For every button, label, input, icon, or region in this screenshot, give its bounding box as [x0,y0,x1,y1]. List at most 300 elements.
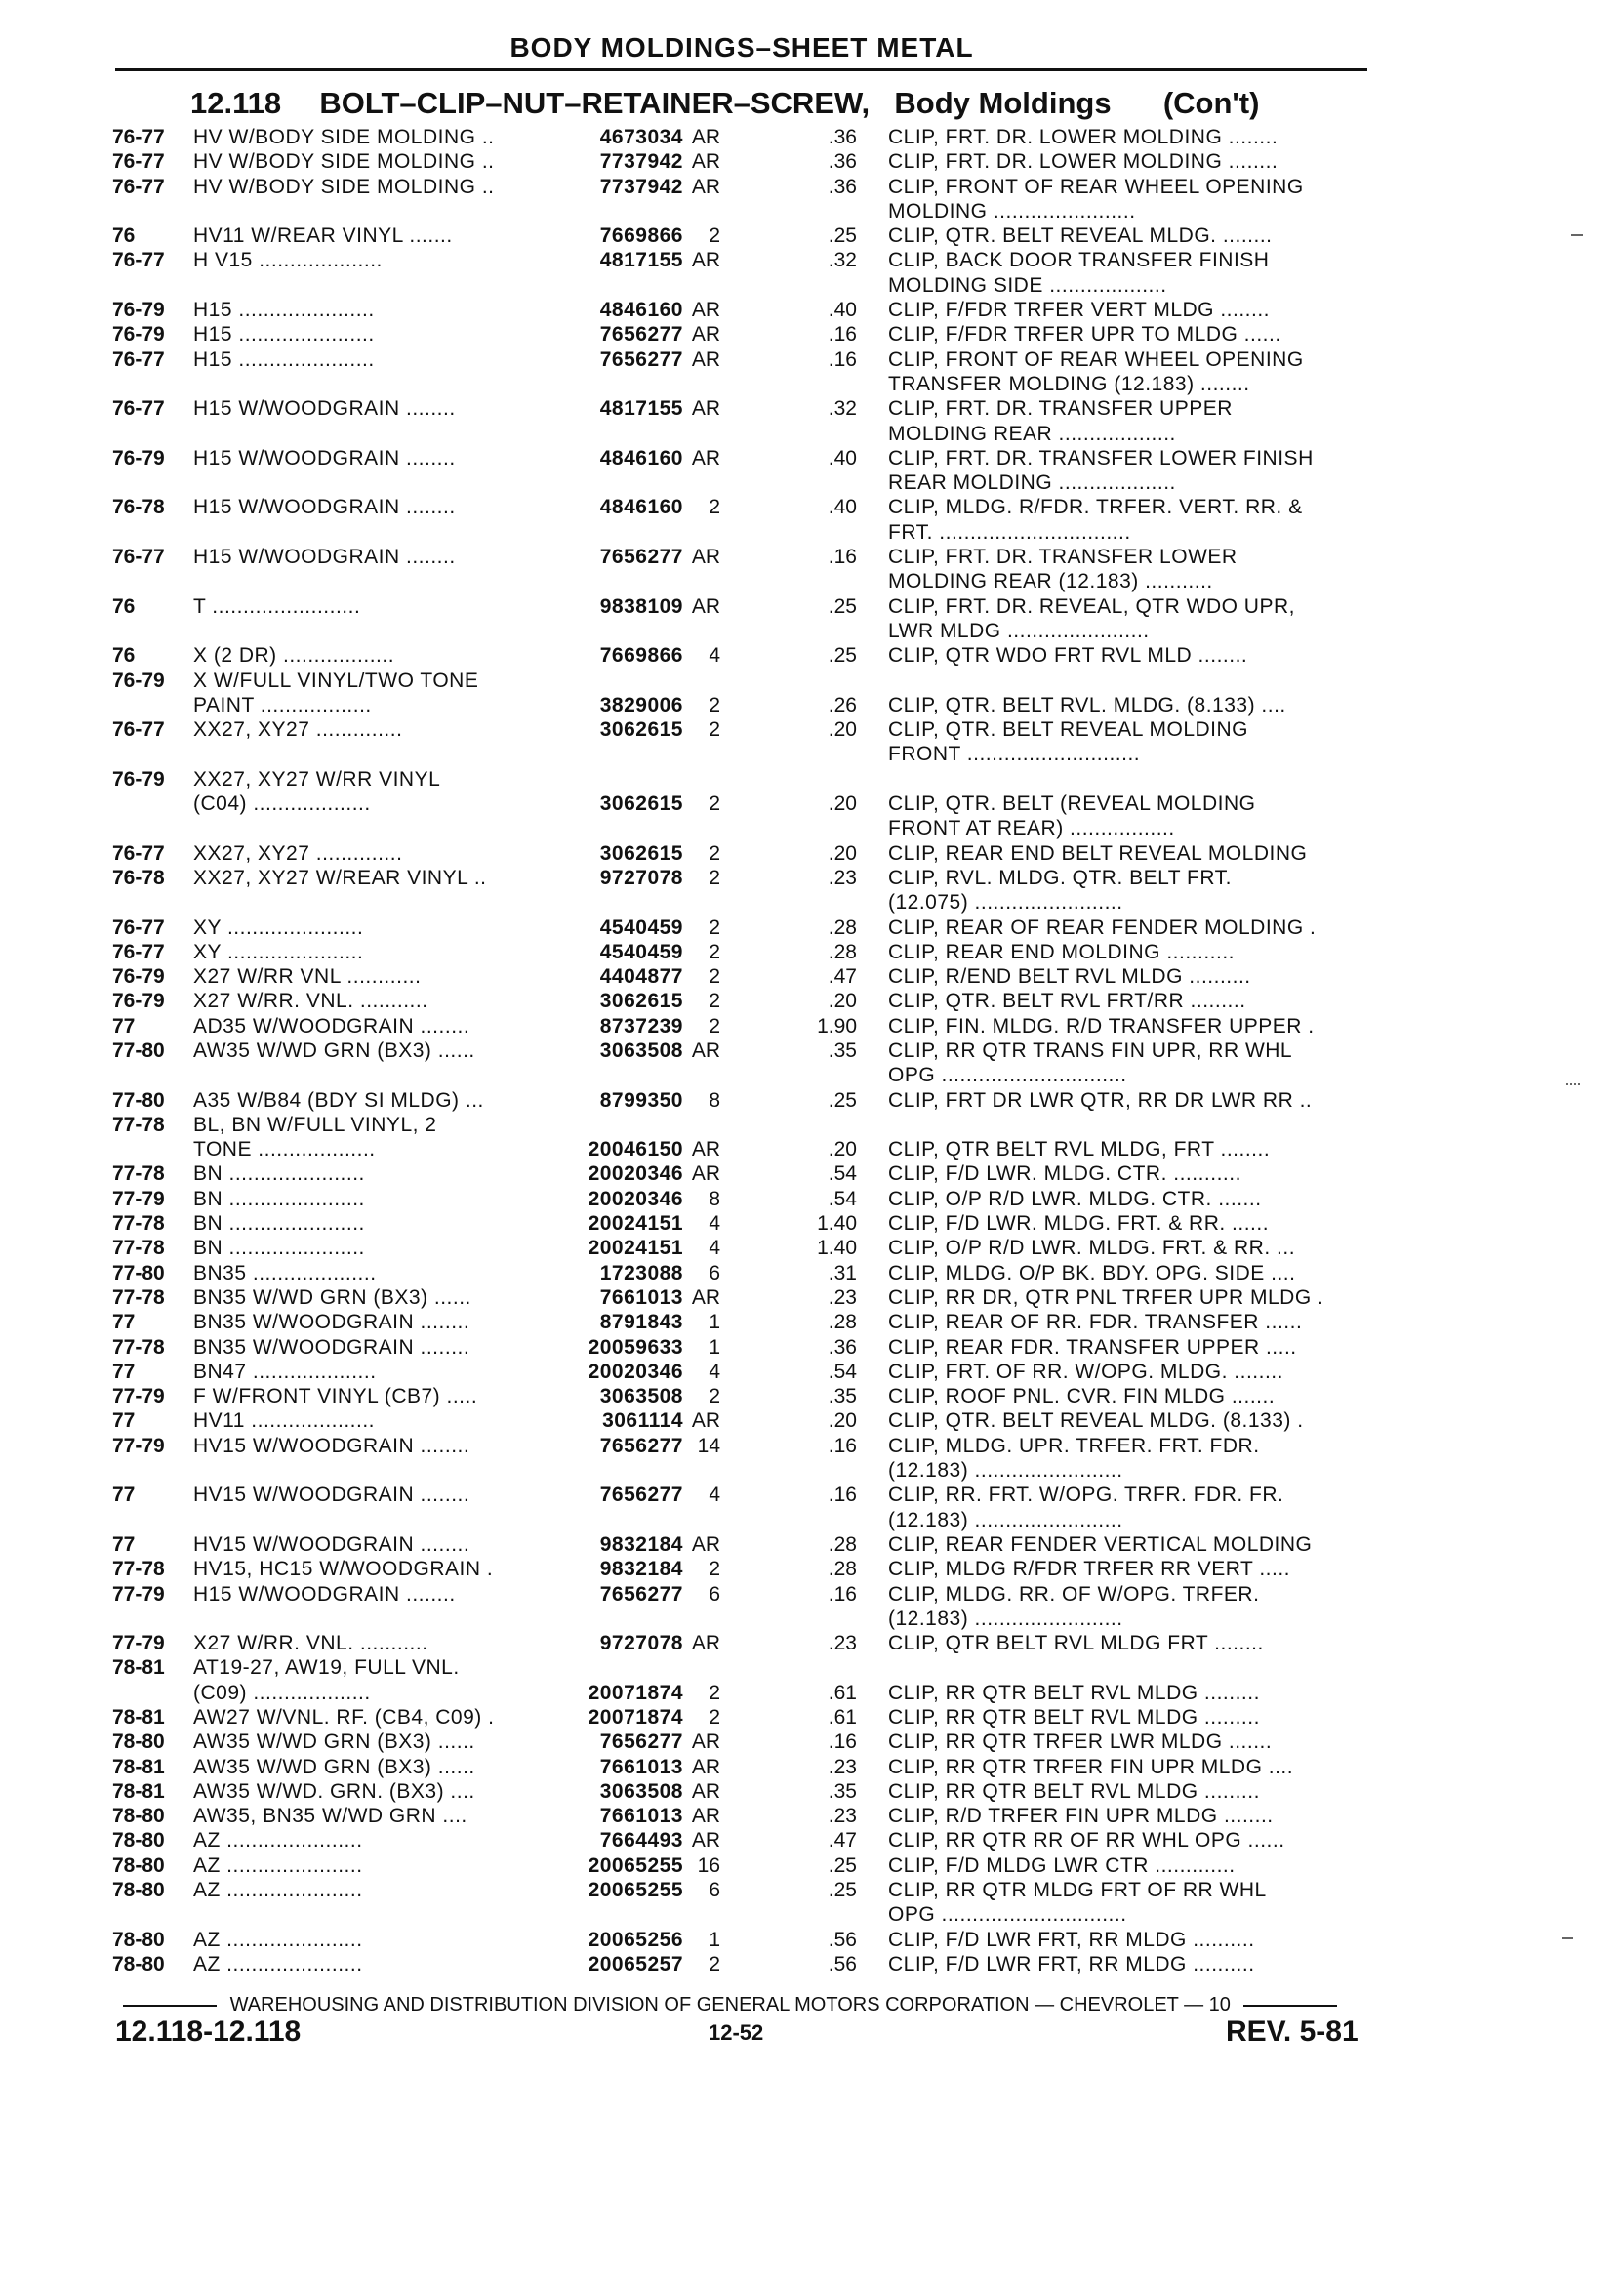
description-cell: (12.183) ........................ [888,1607,1123,1630]
description-cell: CLIP, RR QTR RR OF RR WHL OPG ...... [888,1829,1285,1852]
description-cell: CLIP, RR. FRT. W/OPG. TRFR. FDR. FR. [888,1484,1284,1507]
part-number-cell: 4846160 [599,446,683,469]
part-number-cell: 4540459 [599,940,683,963]
price-cell: .56 [828,1952,857,1975]
description-cell: (12.183) ........................ [888,1508,1123,1531]
table-row [0,322,1624,346]
year-cell: 77-79 [112,1385,165,1408]
price-cell: 1.40 [817,1212,857,1236]
price-cell: .25 [828,1088,857,1112]
year-cell: 78-80 [112,1952,165,1975]
year-cell: 76 [112,594,136,618]
description-cell: OPG .............................. [888,1064,1127,1087]
price-cell: .36 [828,1335,857,1359]
price-cell: .47 [828,1829,857,1852]
part-number-cell: 7656277 [599,323,683,346]
price-cell: .28 [828,1558,857,1581]
year-cell: 78-81 [112,1779,165,1803]
quantity-cell: 1 [709,1928,720,1951]
price-cell: .23 [828,1755,857,1778]
description-cell: CLIP, F/D LWR FRT, RR MLDG .......... [888,1928,1255,1951]
description-cell: CLIP, QTR BELT RVL MLDG FRT ........ [888,1632,1264,1655]
part-number-cell: 9832184 [599,1558,683,1581]
table-row [0,422,1624,446]
description-cell: (12.183) ........................ [888,1459,1123,1483]
description-cell: CLIP, RR QTR BELT RVL MLDG ......... [888,1779,1260,1803]
part-number-cell: 4540459 [599,916,683,939]
table-row [0,1532,1624,1557]
price-cell: 1.40 [817,1237,857,1260]
table-row [0,1853,1624,1878]
description-cell: CLIP, QTR WDO FRT RVL MLD ........ [888,644,1248,668]
model-cell: BN ...................... [193,1162,365,1186]
part-number-cell: 7656277 [599,546,683,569]
part-number-cell: 20065257 [588,1952,683,1975]
price-cell: .23 [828,866,857,889]
price-cell: .36 [828,150,857,174]
table-row [0,1088,1624,1113]
description-cell: CLIP, ROOF PNL. CVR. FIN MLDG ....... [888,1385,1276,1408]
quantity-cell: AR [691,1805,720,1828]
model-cell: XX27, XY27 W/REAR VINYL .. [193,866,487,889]
description-cell: CLIP, QTR. BELT REVEAL MLDG. (8.133) . [888,1409,1304,1433]
model-cell: BN35 W/WOODGRAIN ........ [193,1311,470,1334]
price-cell: .36 [828,126,857,148]
table-row [0,470,1624,495]
description-cell: CLIP, RR QTR BELT RVL MLDG ......... [888,1706,1260,1729]
quantity-cell: AR [691,1138,720,1161]
quantity-cell: 4 [709,1360,720,1383]
description-cell: CLIP, FRT. DR. TRANSFER UPPER [888,397,1233,421]
part-number-cell: 20024151 [588,1212,683,1236]
year-cell: 76-79 [112,446,165,469]
description-cell: CLIP, F/D MLDG LWR CTR ............. [888,1853,1236,1877]
price-cell: .16 [828,1582,857,1606]
description-cell: CLIP, QTR BELT RVL MLDG, FRT ........ [888,1138,1271,1161]
quantity-cell: AR [691,1632,720,1655]
year-cell: 77-80 [112,1088,165,1112]
table-row [0,669,1624,693]
description-cell: CLIP, REAR OF RR. FDR. TRANSFER ...... [888,1311,1303,1334]
quantity-cell: 2 [709,866,720,889]
quantity-cell: AR [691,446,720,469]
table-row [0,347,1624,372]
year-cell: 77-79 [112,1632,165,1655]
description-cell: CLIP, FRONT OF REAR WHEEL OPENING [888,175,1304,198]
table-row [0,1063,1624,1087]
description-cell: CLIP, O/P R/D LWR. MLDG. CTR. ....... [888,1187,1262,1210]
table-row [0,1038,1624,1063]
margin-mark [1571,234,1583,236]
part-number-cell: 7656277 [599,347,683,371]
description-cell: CLIP, F/FDR TRFER UPR TO MLDG ...... [888,323,1281,346]
table-row [0,717,1624,742]
footer-page-number: 12-52 [709,2020,764,2045]
model-cell: HV15, HC15 W/WOODGRAIN . [193,1558,494,1581]
table-row [0,569,1624,593]
year-cell: 76-78 [112,866,165,889]
table-row [0,1631,1624,1655]
part-number-cell: 4673034 [599,126,683,148]
model-cell: AW35 W/WD GRN (BX3) ...... [193,1038,475,1062]
quantity-cell: AR [691,1532,720,1556]
price-cell: .31 [828,1261,857,1284]
table-row [0,1113,1624,1137]
part-number-cell: 3061114 [602,1409,683,1433]
price-cell: .25 [828,594,857,618]
quantity-cell: AR [691,126,720,148]
description-cell: OPG .............................. [888,1903,1127,1927]
table-row [0,1681,1624,1705]
section-title: BOLT–CLIP–NUT–RETAINER–SCREW, [319,86,871,120]
table-row [0,1804,1624,1828]
year-cell: 78-80 [112,1805,165,1828]
part-number-cell: 3062615 [599,718,683,742]
footer-division [115,1994,1367,2016]
price-cell: .28 [828,1532,857,1556]
model-cell: XY ...................... [193,916,364,939]
part-number-cell: 7661013 [599,1805,683,1828]
model-cell: HV15 W/WOODGRAIN ........ [193,1484,470,1507]
table-row [0,1211,1624,1236]
part-number-cell: 3063508 [599,1038,683,1062]
model-cell: HV15 W/WOODGRAIN ........ [193,1532,470,1556]
quantity-cell: AR [691,323,720,346]
table-row [0,1607,1624,1631]
description-cell: CLIP, MLDG. RR. OF W/OPG. TRFER. [888,1582,1260,1606]
part-number-cell: 8737239 [599,1014,683,1038]
year-cell: 78-80 [112,1879,165,1902]
price-cell: .36 [828,175,857,198]
header-rule [115,68,1367,71]
year-cell: 78-81 [112,1755,165,1778]
quantity-cell: 4 [709,1212,720,1236]
table-row [0,964,1624,989]
page-header-title: BODY MOLDINGS–SHEET METAL [509,32,974,62]
year-cell: 76-77 [112,126,165,148]
quantity-cell: 2 [709,916,720,939]
table-row [0,1310,1624,1334]
part-number-cell: 7661013 [599,1755,683,1778]
price-cell: .56 [828,1928,857,1951]
price-cell: .35 [828,1385,857,1408]
year-cell: 76-77 [112,347,165,371]
price-cell: .61 [828,1681,857,1704]
model-cell: HV W/BODY SIDE MOLDING .. [193,175,495,198]
price-cell: .54 [828,1187,857,1210]
price-cell: .54 [828,1162,857,1186]
part-number-cell: 7669866 [599,644,683,668]
quantity-cell: AR [691,1038,720,1062]
year-cell: 77 [112,1311,136,1334]
price-cell: .16 [828,546,857,569]
part-number-cell: 20020346 [588,1162,683,1186]
description-cell: CLIP, O/P R/D LWR. MLDG. FRT. & RR. ... [888,1237,1296,1260]
description-cell: CLIP, RR QTR TRFER FIN UPR MLDG .... [888,1755,1294,1778]
description-cell: CLIP, MLDG. R/FDR. TRFER. VERT. RR. & [888,496,1303,519]
price-cell: .25 [828,644,857,668]
table-row [0,520,1624,545]
table-row [0,767,1624,792]
price-cell: .32 [828,249,857,272]
year-cell: 76 [112,224,136,248]
year-cell: 77 [112,1014,136,1038]
description-cell: FRONT ............................ [888,743,1141,766]
table-row [0,495,1624,519]
description-cell: CLIP, REAR END MOLDING ........... [888,940,1236,963]
quantity-cell: 6 [709,1582,720,1606]
price-cell: .23 [828,1285,857,1309]
description-cell: (12.075) ........................ [888,891,1123,915]
model-cell: H15 W/WOODGRAIN ........ [193,546,456,569]
year-cell: 77-78 [112,1285,165,1309]
section-subtitle: Body Moldings [894,86,1112,120]
model-cell: BN ...................... [193,1237,365,1260]
model-cell: AW35 W/WD GRN (BX3) ...... [193,1755,475,1778]
table-row [0,1014,1624,1038]
table-row [0,1755,1624,1779]
footer-rule-right [1243,2005,1337,2007]
table-row [0,989,1624,1013]
description-cell: CLIP, RR QTR TRFER LWR MLDG ....... [888,1730,1273,1754]
table-row [0,1261,1624,1285]
quantity-cell: 8 [709,1187,720,1210]
year-cell: 77-78 [112,1162,165,1186]
description-cell: CLIP, R/END BELT RVL MLDG .......... [888,965,1251,989]
model-cell: HV W/BODY SIDE MOLDING .. [193,150,495,174]
quantity-cell: AR [691,1730,720,1754]
description-cell: TRANSFER MOLDING (12.183) ........ [888,372,1250,395]
price-cell: .23 [828,1632,857,1655]
model-cell: AW27 W/VNL. RF. (CB4, C09) . [193,1706,495,1729]
year-cell: 77-80 [112,1038,165,1062]
table-row [0,1285,1624,1310]
part-number-cell: 20059633 [588,1335,683,1359]
part-number-cell: 3062615 [599,793,683,816]
description-cell: MOLDING SIDE ................... [888,273,1167,297]
price-cell: .40 [828,496,857,519]
price-cell: .20 [828,718,857,742]
price-cell: .20 [828,841,857,865]
table-row [0,175,1624,199]
year-cell: 77-79 [112,1187,165,1210]
table-row [0,1779,1624,1804]
part-number-cell: 7669866 [599,224,683,248]
table-row [0,693,1624,717]
quantity-cell: 2 [709,1706,720,1729]
quantity-cell: 2 [709,990,720,1013]
year-cell: 77-78 [112,1113,165,1136]
description-cell: MOLDING REAR ................... [888,422,1176,445]
price-cell: .25 [828,224,857,248]
quantity-cell: AR [691,150,720,174]
model-cell: AW35, BN35 W/WD GRN .... [193,1805,467,1828]
model-cell: H15 ...................... [193,347,375,371]
quantity-cell: 16 [697,1853,720,1877]
table-row [0,125,1624,149]
description-cell: CLIP, BACK DOOR TRANSFER FINISH [888,249,1270,272]
model-cell: X27 W/RR. VNL. ........... [193,1632,428,1655]
quantity-cell: AR [691,1829,720,1852]
model-cell: (C09) ................... [193,1681,371,1704]
table-row [0,1928,1624,1952]
year-cell: 76-77 [112,397,165,421]
description-cell: CLIP, MLDG. UPR. TRFER. FRT. FDR. [888,1434,1260,1457]
model-cell: AZ ...................... [193,1928,363,1951]
model-cell: AZ ...................... [193,1853,363,1877]
part-number-cell: 8799350 [599,1088,683,1112]
quantity-cell: 2 [709,1681,720,1704]
table-row [0,1137,1624,1161]
year-cell: 78-80 [112,1730,165,1754]
part-number-cell: 7656277 [599,1582,683,1606]
year-cell: 77-79 [112,1582,165,1606]
year-cell: 77 [112,1532,136,1556]
quantity-cell: 2 [709,496,720,519]
description-cell: CLIP, FRT. DR. REVEAL, QTR WDO UPR, [888,594,1295,618]
model-cell: BN35 .................... [193,1261,377,1284]
year-cell: 77-78 [112,1212,165,1236]
part-number-cell: 7656277 [599,1484,683,1507]
year-cell: 76-79 [112,965,165,989]
price-cell: 1.90 [817,1014,857,1038]
price-cell: .47 [828,965,857,989]
quantity-cell: 2 [709,841,720,865]
part-number-cell: 20071874 [588,1706,683,1729]
model-cell: H15 W/WOODGRAIN ........ [193,1582,456,1606]
part-number-cell: 7737942 [599,175,683,198]
quantity-cell: 2 [709,693,720,716]
description-cell: CLIP, QTR. BELT (REVEAL MOLDING [888,793,1256,816]
model-cell: AZ ...................... [193,1879,363,1902]
price-cell: .25 [828,1853,857,1877]
quantity-cell: AR [691,299,720,322]
table-row [0,1384,1624,1408]
description-cell: MOLDING ....................... [888,199,1136,223]
part-number-cell: 7664493 [599,1829,683,1852]
description-cell: CLIP, F/D LWR. MLDG. FRT. & RR. ...... [888,1212,1270,1236]
table-row [0,619,1624,643]
description-cell: CLIP, REAR OF REAR FENDER MOLDING . [888,916,1317,939]
description-cell: FRONT AT REAR) ................. [888,817,1175,840]
year-cell: 76-79 [112,990,165,1013]
table-row [0,372,1624,396]
model-cell: H15 W/WOODGRAIN ........ [193,496,456,519]
model-cell: X27 W/RR. VNL. ........... [193,990,428,1013]
margin-mark [1562,1937,1573,1939]
price-cell: .20 [828,1138,857,1161]
price-cell: .28 [828,940,857,963]
table-row [0,1335,1624,1360]
model-cell: BL, BN W/FULL VINYL, 2 [193,1113,437,1136]
margin-mark [1566,1083,1580,1085]
model-cell: XY ...................... [193,940,364,963]
part-number-cell: 1723088 [599,1261,683,1284]
quantity-cell: 6 [709,1879,720,1902]
year-cell: 76-77 [112,940,165,963]
table-row [0,1508,1624,1532]
model-cell: F W/FRONT VINYL (CB7) ..... [193,1385,478,1408]
year-cell: 76-77 [112,150,165,174]
description-cell: LWR MLDG ....................... [888,619,1150,642]
price-cell: .16 [828,1434,857,1457]
table-row [0,224,1624,248]
price-cell: .16 [828,1484,857,1507]
description-cell: CLIP, FRONT OF REAR WHEEL OPENING [888,347,1304,371]
model-cell: H15 ...................... [193,299,375,322]
table-row [0,298,1624,322]
part-number-cell: 20065255 [588,1879,683,1902]
model-cell: BN35 W/WOODGRAIN ........ [193,1335,470,1359]
year-cell: 78-81 [112,1706,165,1729]
table-row [0,199,1624,224]
model-cell: HV W/BODY SIDE MOLDING .. [193,126,495,148]
description-cell: CLIP, FRT DR LWR QTR, RR DR LWR RR .. [888,1088,1313,1112]
table-row [0,1655,1624,1680]
table-row [0,792,1624,816]
part-number-cell: 7656277 [599,1730,683,1754]
year-cell: 77-78 [112,1335,165,1359]
quantity-cell: 2 [709,1952,720,1975]
year-cell: 77-79 [112,1434,165,1457]
year-cell: 78-80 [112,1829,165,1852]
part-number-cell: 20020346 [588,1187,683,1210]
quantity-cell: AR [691,397,720,421]
price-cell: .35 [828,1779,857,1803]
part-number-cell: 7656277 [599,1434,683,1457]
table-row [0,396,1624,421]
model-cell: PAINT .................. [193,693,372,716]
table-row [0,1902,1624,1927]
table-row [0,1582,1624,1607]
year-cell: 76-77 [112,249,165,272]
quantity-cell: 4 [709,1484,720,1507]
table-row [0,545,1624,569]
description-cell: FRT. ............................... [888,520,1131,544]
description-cell: CLIP, FIN. MLDG. R/D TRANSFER UPPER . [888,1014,1315,1038]
year-cell: 76-78 [112,496,165,519]
table-row [0,273,1624,298]
model-cell: AZ ...................... [193,1829,363,1852]
description-cell: CLIP, REAR END BELT REVEAL MOLDING [888,841,1308,865]
table-row [0,1878,1624,1902]
description-cell: MOLDING REAR (12.183) ........... [888,570,1213,593]
part-number-cell: 9727078 [599,866,683,889]
model-cell: X W/FULL VINYL/TWO TONE [193,669,479,692]
part-number-cell: 3063508 [599,1779,683,1803]
quantity-cell: AR [691,175,720,198]
year-cell: 77-78 [112,1237,165,1260]
quantity-cell: 2 [709,224,720,248]
quantity-cell: 2 [709,1558,720,1581]
model-cell: BN35 W/WD GRN (BX3) ...... [193,1285,471,1309]
part-number-cell: 8791843 [599,1311,683,1334]
price-cell: .16 [828,347,857,371]
table-row [0,890,1624,915]
price-cell: .35 [828,1038,857,1062]
part-number-cell: 9838109 [599,594,683,618]
description-cell: REAR MOLDING ................... [888,471,1176,495]
model-cell: BN ...................... [193,1212,365,1236]
description-cell: CLIP, RVL. MLDG. QTR. BELT FRT. [888,866,1232,889]
table-row [0,1408,1624,1433]
table-row [0,1161,1624,1186]
quantity-cell: 2 [709,718,720,742]
quantity-cell: 2 [709,1014,720,1038]
model-cell: XX27, XY27 W/RR VINYL [193,767,441,791]
quantity-cell: AR [691,1162,720,1186]
year-cell: 76-77 [112,175,165,198]
